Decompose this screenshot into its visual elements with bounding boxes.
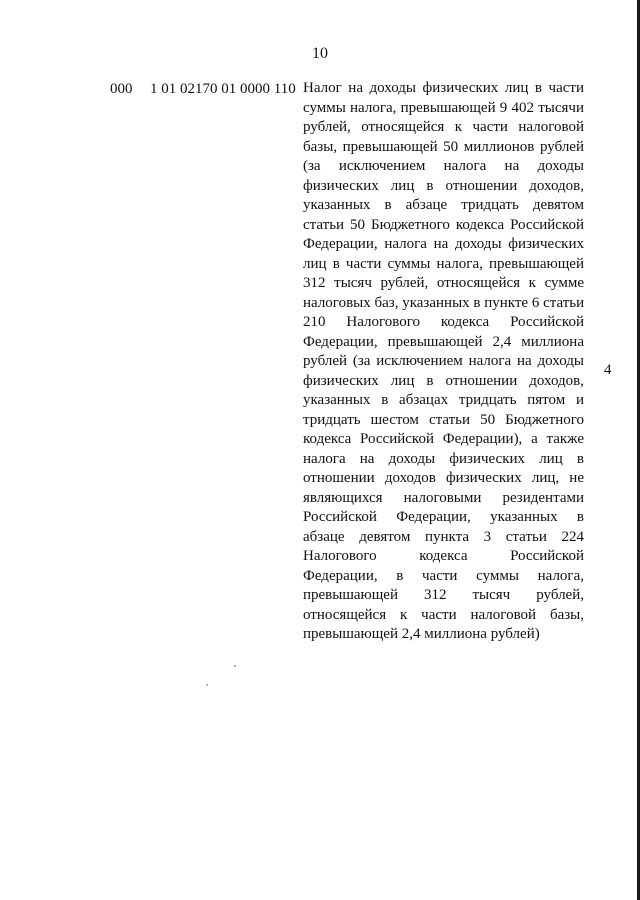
description-line: превышающей 312 тысяч рублей, <box>303 587 584 603</box>
description-line: (за исключением налога на доходы <box>303 158 584 174</box>
description-line: 210 Налогового кодекса Российской <box>303 314 584 330</box>
description-line: статьи 50 Бюджетного кодекса Российской <box>303 216 584 233</box>
description-line: базы, превышающей 50 миллионов рублей <box>303 138 584 155</box>
description-line: превышающей 2,4 миллиона рублей) <box>303 626 540 642</box>
description-line: Налог на доходы физических лиц в части <box>303 80 584 96</box>
description-line: указанных в абзацах тридцать пятом и <box>303 392 584 408</box>
description-line: Федерации, налога на доходы физических <box>303 236 584 252</box>
description-line: Федерации, превышающей 2,4 миллиона <box>303 333 584 350</box>
description-line: 312 тысяч рублей, относящейся к сумме <box>303 275 584 291</box>
administrator-code: 000 <box>110 81 133 97</box>
description-line: лиц в части суммы налога, превышающей <box>303 255 584 272</box>
description-line: суммы налога, превышающей 9 402 тысячи <box>303 99 584 116</box>
description-line: указанных в абзаце тридцать девятом <box>303 197 584 213</box>
description-line: Федерации, в части суммы налога, <box>303 567 584 584</box>
description-line: Налогового кодекса Российской <box>303 548 584 564</box>
description-line: налоговых баз, указанных в пункте 6 статьи <box>303 294 584 311</box>
income-description <box>303 79 584 645</box>
amount-value: 4 <box>604 362 612 378</box>
description-line: являющихся налоговыми резидентами <box>303 489 584 506</box>
description-line: абзаце девятом пункта 3 статьи 224 <box>303 528 584 545</box>
description-line: рублей (за исключением налога на доходы <box>303 353 584 369</box>
description-line: тридцать шестом статьи 50 Бюджетного <box>303 411 584 428</box>
description-line: физических лиц в отношении доходов, <box>303 177 584 194</box>
description-line: отношении доходов физических лиц, не <box>303 470 584 486</box>
page-number: 10 <box>312 45 328 62</box>
scan-speck <box>234 665 236 667</box>
budget-classification-code: 1 01 02170 01 0000 110 <box>150 81 296 97</box>
description-line: рублей, относящейся к части налоговой <box>303 119 584 135</box>
description-line: Российской Федерации, указанных в <box>303 509 584 525</box>
description-line: относящейся к части налоговой базы, <box>303 606 584 623</box>
description-line: физических лиц в отношении доходов, <box>303 372 584 389</box>
scan-speck <box>206 684 208 686</box>
description-line: кодекса Российской Федерации), а также <box>303 431 584 447</box>
description-line: налога на доходы физических лиц в <box>303 450 584 467</box>
